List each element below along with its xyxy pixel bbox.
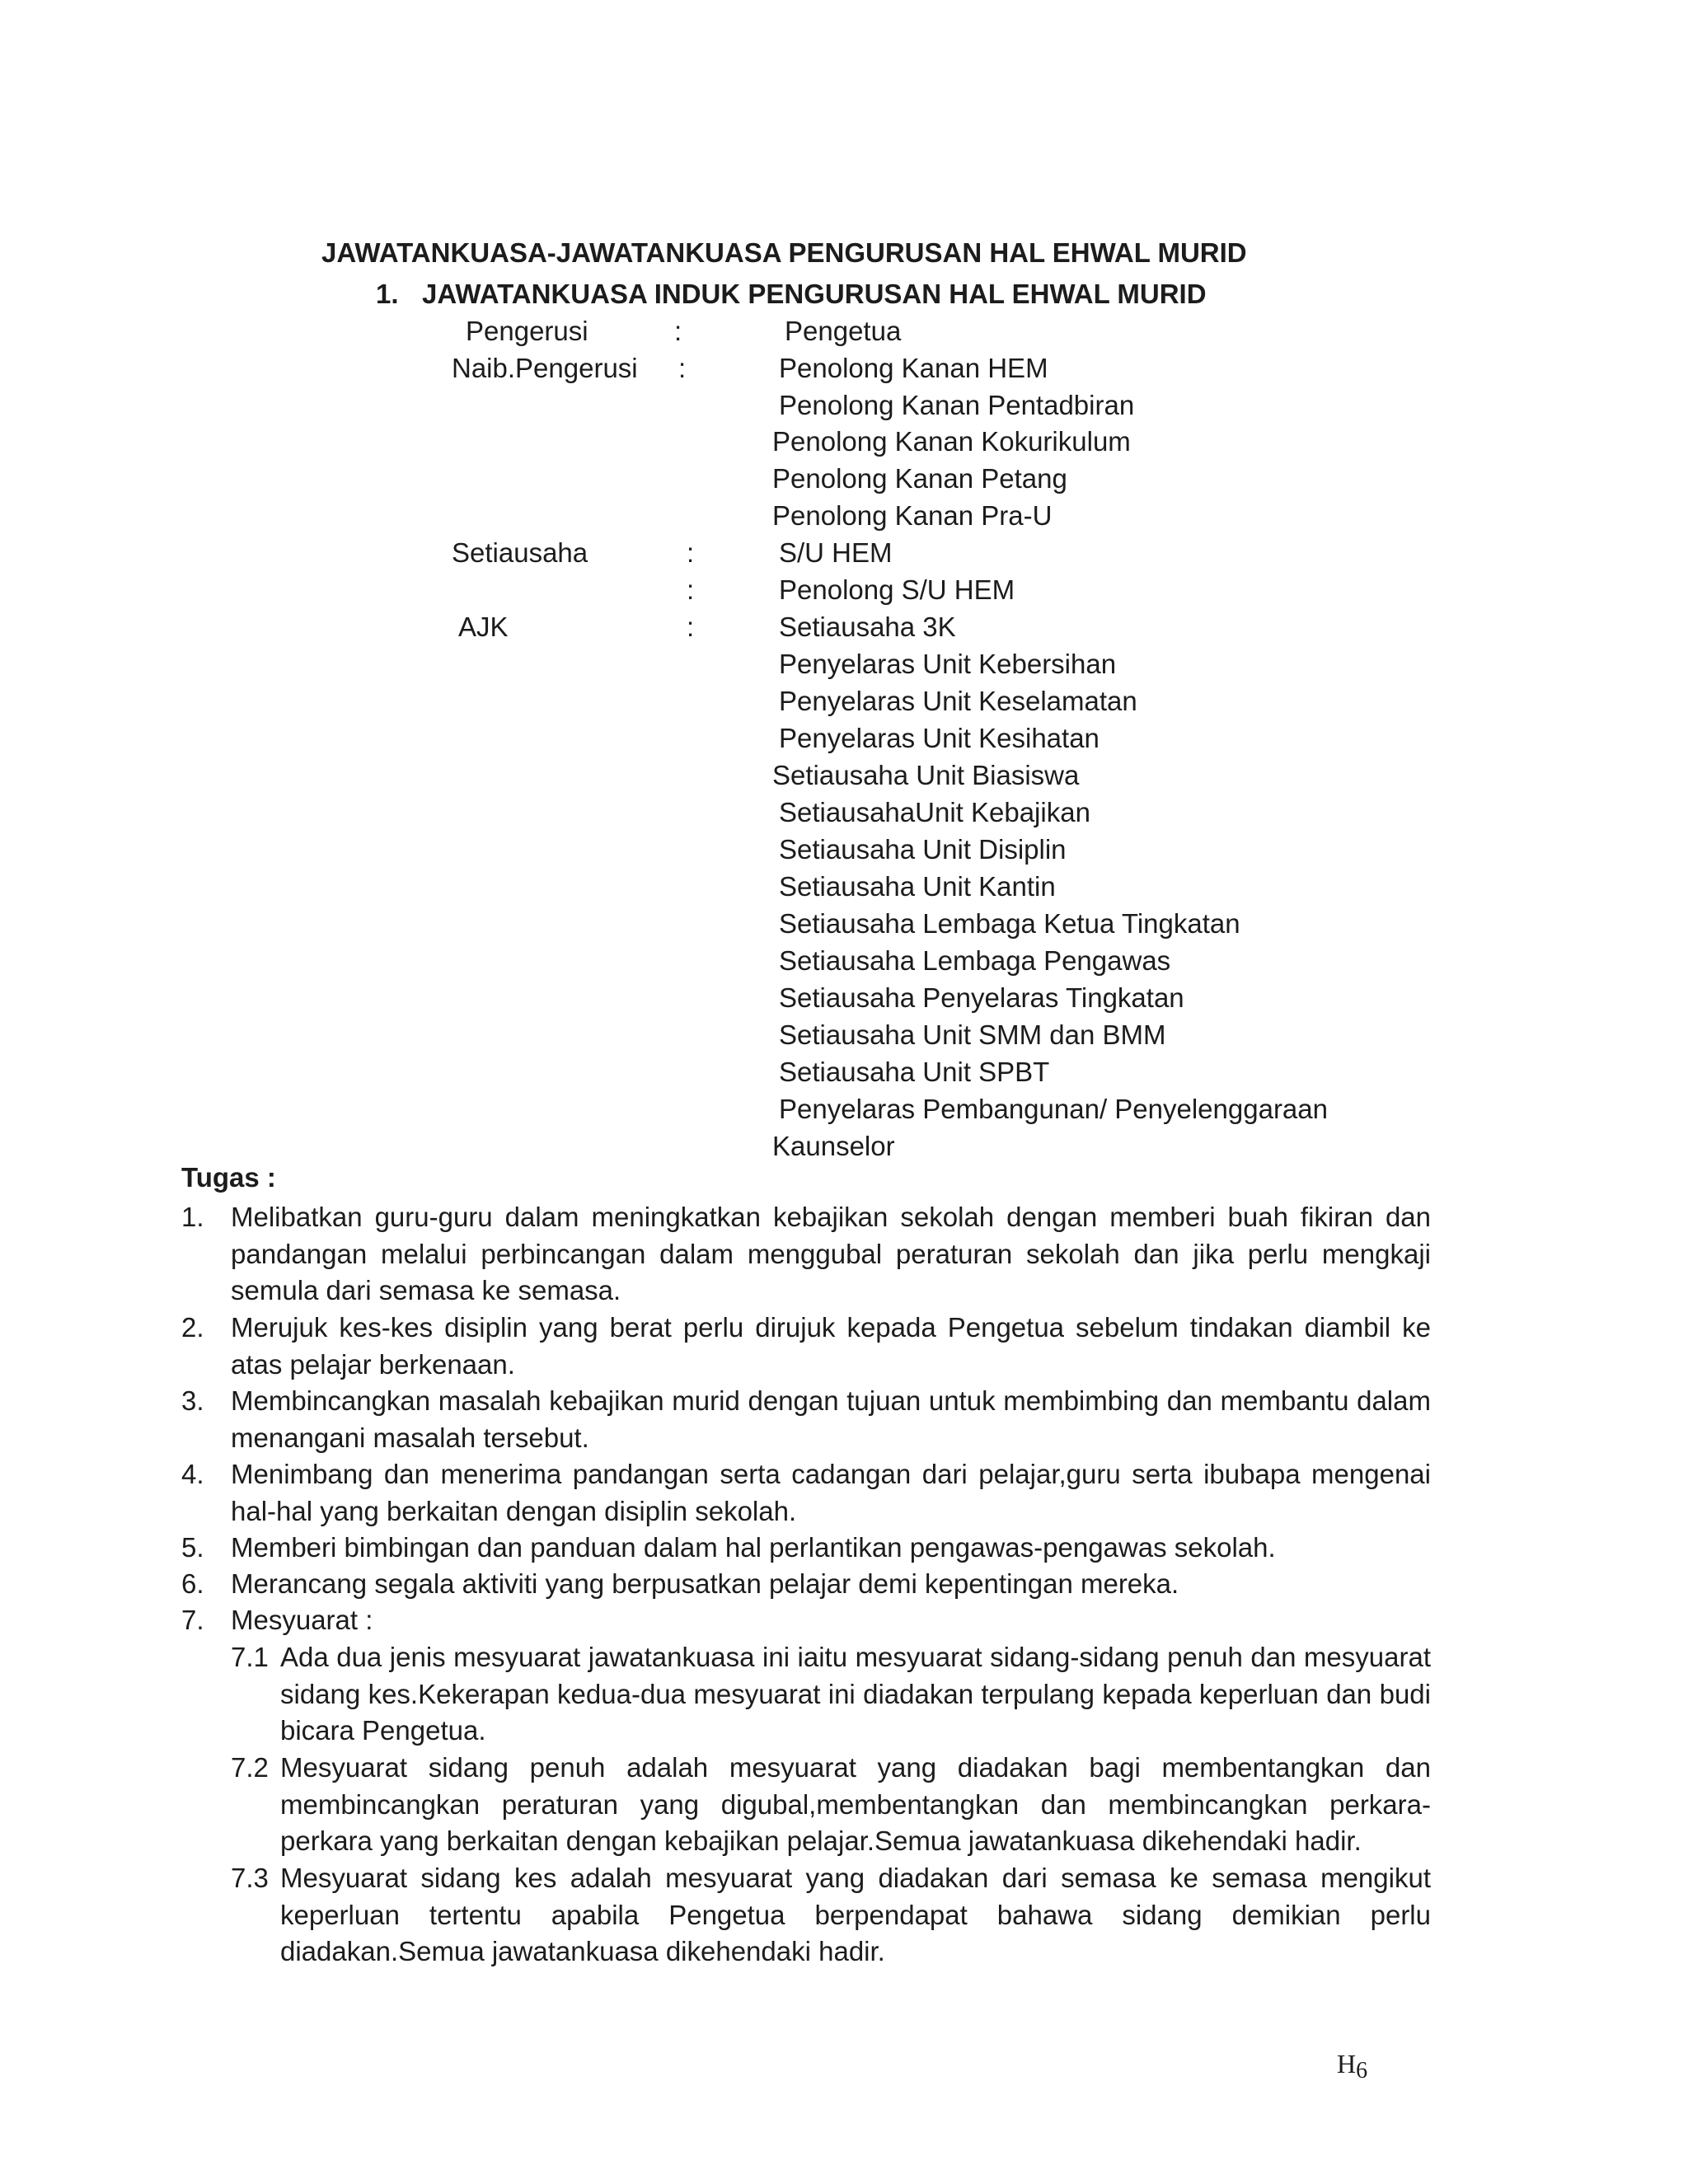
- vice-chair-value: Penolong Kanan Pentadbiran: [779, 390, 1135, 420]
- subtask-text: Mesyuarat sidang kes adalah mesyuarat yang diadakan dari semasa ke semasa mengikut keperluan tertentu apabila Pengetua berpendapat bahawa sidang demikian perlu diadakan.Semua jawatankuasa dikehendaki hadir.: [280, 1863, 1431, 1966]
- page-number-letter: H: [1337, 2049, 1357, 2079]
- subtask-item: [231, 1860, 1431, 1971]
- task-text: Melibatkan guru-guru dalam meningkatkan kebajikan sekolah dengan memberi buah fikiran dan pandangan melalui perbincangan dalam menggubal peraturan sekolah dan jika perlu mengkaji semula dari semasa ke semasa.: [231, 1202, 1431, 1305]
- chair-label: Pengerusi: [466, 316, 588, 346]
- section-title: JAWATANKUASA INDUK PENGURUSAN HAL EHWAL MURID: [422, 279, 1207, 309]
- subtask-item: [231, 1639, 1431, 1750]
- vice-chair-colon: :: [678, 353, 687, 383]
- task-item: [181, 1199, 1431, 1310]
- section-heading: [376, 279, 1207, 310]
- ajk-member: Penyelaras Unit Kesihatan: [779, 723, 1100, 753]
- subtask-number: 7.3: [231, 1863, 269, 1893]
- ajk-member: Kaunselor: [772, 1131, 895, 1161]
- task-item: [181, 1602, 1431, 1639]
- task-text: Menimbang dan menerima pandangan serta cadangan dari pelajar,guru serta ibubapa mengenai hal-hal yang berkaitan dengan disiplin sekolah.: [231, 1459, 1431, 1526]
- ajk-member: Setiausaha Unit Biasiswa: [772, 760, 1080, 790]
- ajk-member: SetiausahaUnit Kebajikan: [779, 797, 1090, 827]
- task-item: [181, 1310, 1431, 1383]
- ajk-label: AJK: [458, 612, 509, 642]
- task-number: 6.: [181, 1568, 204, 1599]
- subtask-number: 7.1: [231, 1642, 269, 1672]
- vice-chair-value: Penolong Kanan Pra-U: [772, 500, 1053, 531]
- ajk-member: Setiausaha 3K: [779, 612, 956, 642]
- ajk-member: Setiausaha Unit SPBT: [779, 1057, 1050, 1087]
- subtask-item: [231, 1750, 1431, 1860]
- task-number: 5.: [181, 1532, 204, 1563]
- task-item: [181, 1530, 1431, 1567]
- task-text: Merujuk kes-kes disiplin yang berat perlu dirujuk kepada Pengetua sebelum tindakan diambil ke atas pelajar berkenaan.: [231, 1312, 1431, 1380]
- page-number: [1337, 2049, 1367, 2084]
- ajk-member: Setiausaha Penyelaras Tingkatan: [779, 982, 1184, 1013]
- ajk-member: Penyelaras Unit Kebersihan: [779, 649, 1117, 679]
- chair-colon: :: [674, 316, 682, 346]
- task-text: Memberi bimbingan dan panduan dalam hal perlantikan pengawas-pengawas sekolah.: [231, 1532, 1276, 1563]
- secretary-value: S/U HEM: [779, 537, 893, 568]
- secretary-colon: :: [687, 537, 695, 568]
- ajk-member: Setiausaha Unit SMM dan BMM: [779, 1019, 1166, 1050]
- vice-chair-value: Penolong Kanan HEM: [779, 353, 1048, 383]
- task-text: Mesyuarat :: [231, 1605, 373, 1635]
- vice-chair-value: Penolong Kanan Petang: [772, 463, 1067, 494]
- chair-value: Pengetua: [785, 316, 902, 346]
- tasks-heading: Tugas :: [181, 1162, 276, 1193]
- task-text: Merancang segala aktiviti yang berpusatkan pelajar demi kepentingan mereka.: [231, 1568, 1179, 1599]
- document-title: JAWATANKUASA-JAWATANKUASA PENGURUSAN HAL EHWAL MURID: [321, 237, 1247, 268]
- task-number: 3.: [181, 1385, 204, 1416]
- task-number: 4.: [181, 1459, 204, 1489]
- ajk-member: Setiausaha Unit Disiplin: [779, 834, 1067, 865]
- ajk-member: Setiausaha Lembaga Ketua Tingkatan: [779, 908, 1240, 939]
- section-number: 1.: [376, 279, 399, 309]
- subtask-text: Ada dua jenis mesyuarat jawatankuasa ini iaitu mesyuarat sidang-sidang penuh dan mesyuarat sidang kes.Kekerapan kedua-dua mesyuarat ini diadakan terpulang kepada keperluan dan budi bicara Pengetua.: [280, 1642, 1431, 1746]
- task-number: 1.: [181, 1202, 204, 1232]
- vice-chair-value: Penolong Kanan Kokurikulum: [772, 426, 1131, 457]
- subtask-text: Mesyuarat sidang penuh adalah mesyuarat yang diadakan bagi membentangkan dan membincangkan peraturan yang digubal,membentangkan dan membincangkan perkara-perkara yang berkaitan dengan kebajikan pelajar.Semua jawatankuasa dikehendaki hadir.: [280, 1752, 1431, 1856]
- ajk-member: Penyelaras Unit Keselamatan: [779, 686, 1137, 716]
- task-number: 2.: [181, 1312, 204, 1343]
- task-item: [181, 1383, 1431, 1456]
- ajk-colon: :: [687, 612, 695, 642]
- task-item: [181, 1456, 1431, 1530]
- secretary-colon: :: [687, 574, 695, 605]
- ajk-member: Setiausaha Lembaga Pengawas: [779, 945, 1171, 976]
- task-number: 7.: [181, 1605, 204, 1635]
- secretary-label: Setiausaha: [452, 537, 588, 568]
- ajk-member: Penyelaras Pembangunan/ Penyelenggaraan: [779, 1094, 1328, 1124]
- subtask-number: 7.2: [231, 1752, 269, 1783]
- task-text: Membincangkan masalah kebajikan murid dengan tujuan untuk membimbing dan membantu dalam menangani masalah tersebut.: [231, 1385, 1431, 1453]
- task-item: [181, 1566, 1431, 1603]
- secretary-value: Penolong S/U HEM: [779, 574, 1015, 605]
- ajk-member: Setiausaha Unit Kantin: [779, 871, 1056, 902]
- vice-chair-label: Naib.Pengerusi: [452, 353, 638, 383]
- page-number-digit: 6: [1356, 2058, 1368, 2083]
